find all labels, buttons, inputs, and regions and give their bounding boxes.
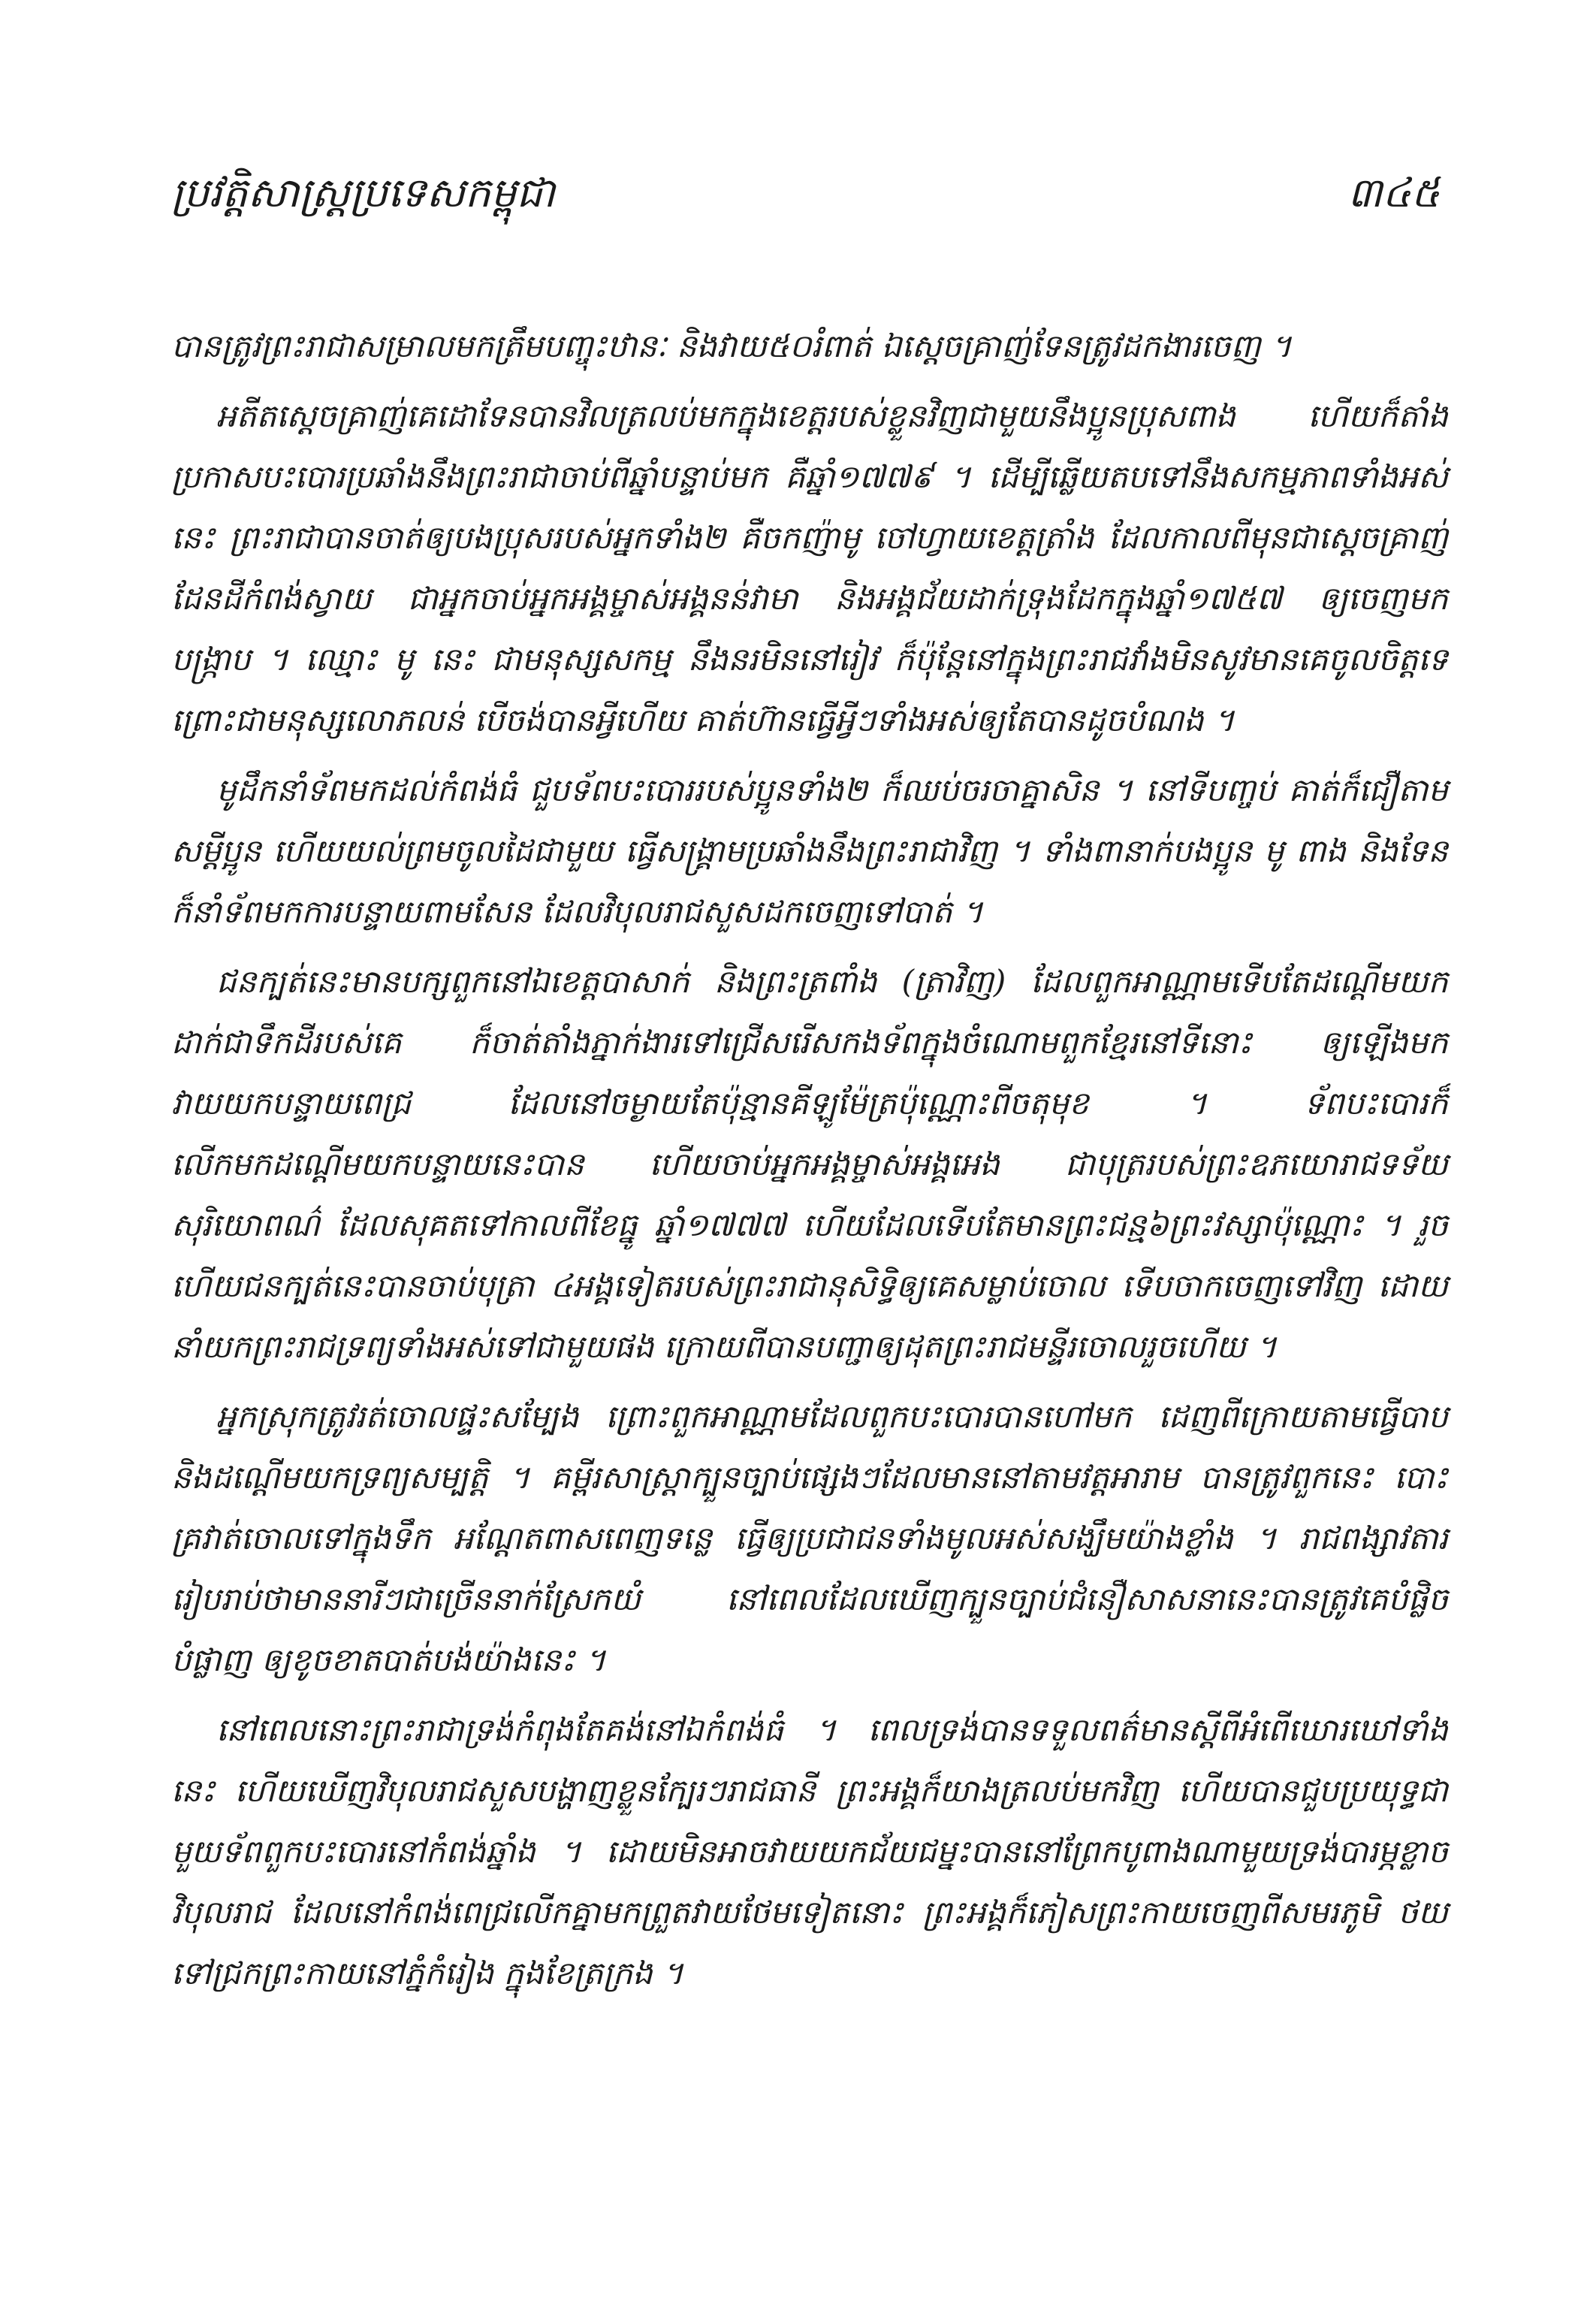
running-header [171,143,1440,218]
paragraph: មូដឹកនាំទ័ពមកដល់កំពង់ធំ ជួបទ័ពបះបោររបស់ប្អូនទាំង២ ក៏ឈប់ចរចាគ្នាសិន ។ នៅទីបញ្ចប់ គាត់ក៏ជឿតាមសម្តីប្អូន ហើយយល់ព្រមចូលដៃជាមួយ ធ្វើសង្គ្រាមប្រឆាំងនឹងព្រះរាជាវិញ ។ ទាំងពានាក់បងប្អូន មូ ពាង និងទែន ក៏នាំទ័ពមកការបន្ទាយពាមសែន ដែលវិបុលរាជសួសដកចេញទៅបាត់ ។ [171,772,1448,930]
paragraph: អតីតស្តេចគ្រាញ់គេដោទែនបានវិលត្រលប់មកក្នុងខេត្តរបស់ខ្លួនវិញជាមួយនឹងប្អូនប្រុសពាង ហើយក៏តាំងប្រកាសបះបោរប្រឆាំងនឹងព្រះរាជាចាប់ពីឆ្នាំបន្ទាប់មក គឺឆ្នាំ១៧៧៩ ។ ដើម្បីឆ្លើយតបទៅនឹងសកម្មភាពទាំងអស់នេះ ព្រះរាជាបានចាត់ឲ្យបងប្រុសរបស់អ្នកទាំង២ គឺចកញ៉ាមូ ចៅហ្វាយខេត្តត្រាំង ដែលកាលពីមុនជាស្តេចគ្រាញ់ដែនដីកំពង់ស្វាយ ជាអ្នកចាប់អ្នកអង្គម្ចាស់អង្គនន់វាមា និងអង្គជ័យដាក់ទ្រុងដែកក្នុងឆ្នាំ១៧៥៧ ឲ្យចេញមកបង្ក្រាប ។ ឈ្មោះ មូ នេះ ជាមនុស្សសកម្ម នឹងនរមិននៅរៀវ ក៏ប៉ុន្តែនៅក្នុងព្រះរាជវាំងមិនសូវមានគេចូលចិត្តទេ ព្រោះជាមនុស្សលោភលន់ បើចង់បានអ្វីហើយ គាត់ហ៊ានធ្វើអ្វីៗទាំងអស់ឲ្យតែបានដូចបំណង ។ [171,397,1448,738]
paragraph: អ្នកស្រុកត្រូវរត់ចោលផ្ទះសម្បែង ព្រោះពួកអាណ្ណាមដែលពួកបះបោរបានហៅមក ដេញពីក្រោយតាមធ្វើបាប និងដណ្តើមយកទ្រព្យសម្បត្តិ ។ គម្ពីរសាស្ត្រាក្បួនច្បាប់ផ្សេងៗដែលមាននៅតាមវត្តអារាម បានត្រូវពួកនេះ បោះគ្រវាត់ចោលទៅក្នុងទឹក អណ្តែតពាសពេញទន្លេ ធ្វើឲ្យប្រជាជនទាំងមូលអស់សង្ឃឹមយ៉ាងខ្លាំង ។ រាជពង្សាវតាររៀបរាប់ថាមាននារីៗជាច្រើននាក់ស្រែកយំ នៅពេលដែលឃើញក្បួនច្បាប់ជំនឿសាសនានេះបានត្រូវគេបំផ្លិចបំផ្លាញ ឲ្យខូចខាតបាត់បង់យ៉ាងនេះ ។ [171,1398,1448,1678]
body-text [171,316,1448,2013]
paragraph: ជនក្បត់នេះមានបក្សពួកនៅឯខេត្តបាសាក់ និងព្រះត្រពាំង (ត្រាវិញ) ដែលពួកអាណ្ណាមទើបតែដណ្តើមយកដាក់ជាទឹកដីរបស់គេ ក៏ចាត់តាំងភ្នាក់ងារទៅជ្រើសរើសកងទ័ពក្នុងចំណោមពួកខ្មែរនៅទីនោះ ឲ្យឡើងមកវាយយកបន្ទាយពេជ្រ ដែលនៅចម្ងាយតែប៉ុន្មានគីឡូម៉ែត្រប៉ុណ្ណោះពីចតុមុខ ។ ទ័ពបះបោរក៏លើកមកដណ្តើមយកបន្ទាយនេះបាន ហើយចាប់អ្នកអង្គម្ចាស់អង្គអេង ជាបុត្ររបស់ព្រះឧភយោរាជទទ័យសុរិយោពណ៌ ដែលសុគតទៅកាលពីខែធ្នូ ឆ្នាំ១៧៧៧ ហើយដែលទើបតែមានព្រះជន្ម៦ព្រះវស្សាប៉ុណ្ណោះ ។ រួចហើយជនក្បត់នេះបានចាប់បុត្រា ៤អង្គទៀតរបស់ព្រះរាជានុសិទ្ធិឲ្យគេសម្លាប់ចោល ទើបចាកចេញទៅវិញ ដោយនាំយកព្រះរាជទ្រព្យទាំងអស់ទៅជាមួយផង ក្រោយពីបានបញ្ជាឲ្យដុតព្រះរាជមន្ទីរចោលរួចហើយ ។ [171,963,1448,1365]
page-number: ៣៤៥ [1347,169,1440,217]
paragraph: នៅពេលនោះព្រះរាជាទ្រង់កំពុងតែគង់នៅឯកំពង់ធំ ។ ពេលទ្រង់បានទទួលពត៌មានស្តីពីអំពើឃោរឃៅទាំងនេះ ហើយឃើញវិបុលរាជសួសបង្ហាញខ្លួនក្បែរៗរាជធានី ព្រះអង្គក៏យាងត្រលប់មកវិញ ហើយបានជួបប្រយុទ្ធជាមួយទ័ពពួកបះបោរនៅកំពង់ឆ្នាំង ។ ដោយមិនអាចវាយយកជ័យជម្នះបាននៅព្រែកបូពាងណាមួយទ្រង់បារម្ភខ្លាចវិបុលរាជ ដែលនៅកំពង់ពេជ្រលើកគ្នាមកព្រួតវាយថែមទៀតនោះ ព្រះអង្គក៏ភៀសព្រះកាយចេញពីសមរភូមិ ថយទៅជ្រកព្រះកាយនៅភ្នំកំរៀង ក្នុងខែត្រក្រង ។ [171,1711,1448,1991]
paragraph-continuation: បានត្រូវព្រះរាជាសម្រាលមកត្រឹមបញ្ចុះឋានៈ និងវាយ៥០រំពាត់ ឯស្តេចគ្រាញ់ទែនត្រូវដកងារចេញ ។ [171,328,1292,364]
book-title: ប្រវត្តិសាស្ត្រប្រទេសកម្ពុជា [171,169,555,217]
